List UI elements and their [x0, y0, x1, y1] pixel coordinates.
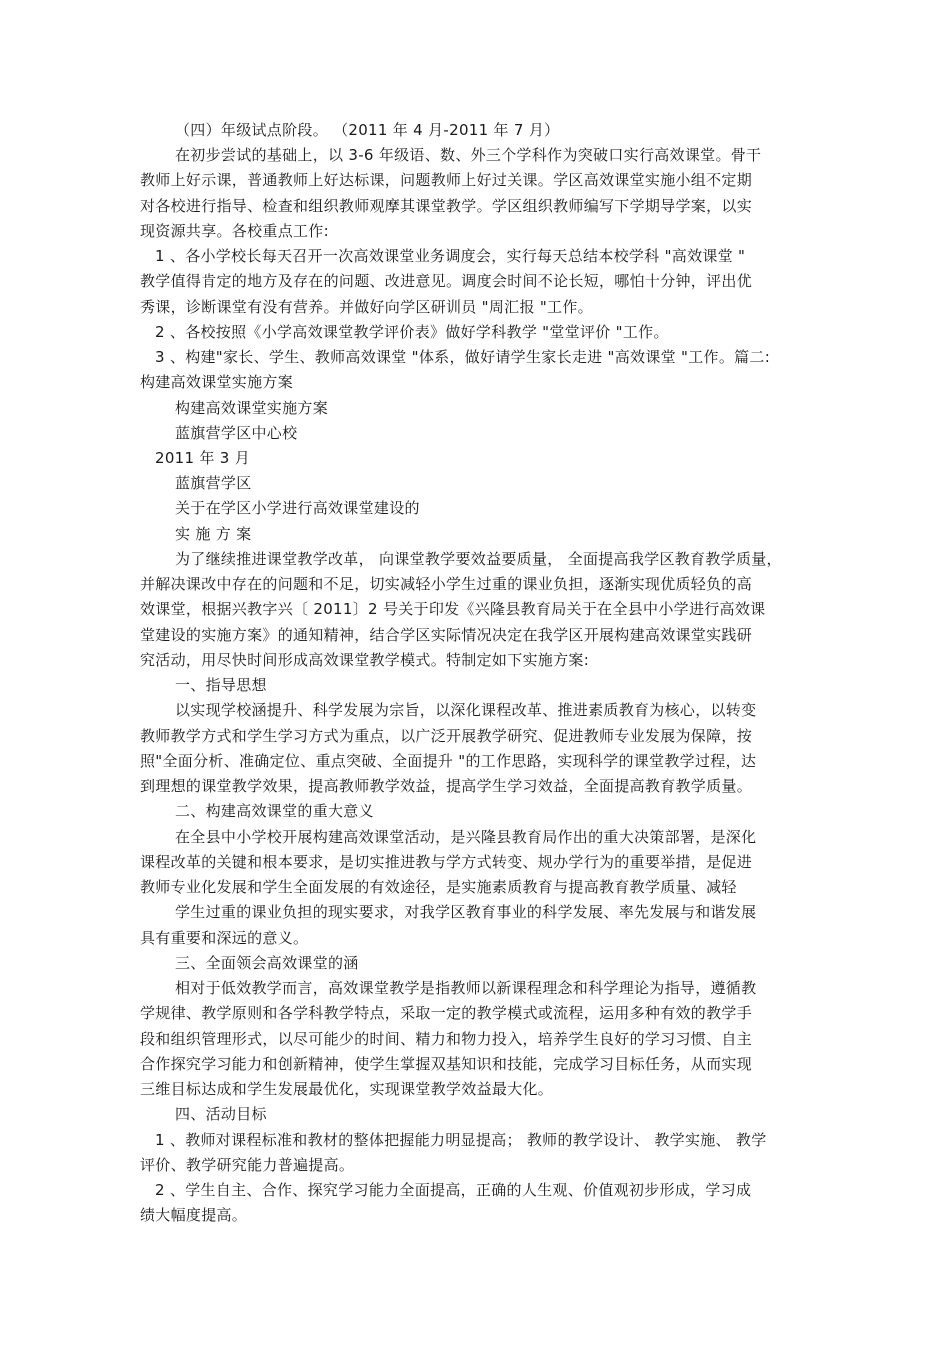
- text-line: 绩大幅度提高。: [140, 1206, 248, 1224]
- text-line: 教师教学方式和学生学习方式为重点，以广泛开展教学研究、促进教师专业发展为保障，按: [140, 727, 753, 745]
- text-line: 以实现学校涵提升、科学发展为宗旨，以深化课程改革、推进素质教育为核心，以转变: [175, 701, 757, 719]
- text-line: 2 、学生自主、合作、探究学习能力全面提高，正确的人生观、价值观初步形成，学习成: [155, 1181, 752, 1199]
- text-line: 关于在学区小学进行高效课堂建设的: [175, 499, 420, 517]
- text-line: 课程改革的关键和根本要求，是切实推进教与学方式转变、规办学行为的重要举措，是促进: [140, 853, 753, 871]
- text-line: 在全县中小学校开展构建高效课堂活动，是兴隆县教育局作出的重大决策部署，是深化: [175, 828, 757, 846]
- text-line: 并解决课改中存在的问题和不足，切实减轻小学生过重的课业负担，逐渐实现优质轻负的高: [140, 575, 753, 593]
- text-line: 学规律、教学原则和各学科教学特点，采取一定的教学模式或流程，运用多种有效的教学手: [140, 1004, 753, 1022]
- text-line: 教师专业化发展和学生全面发展的有效途径，是实施素质教育与提高教育教学质量、减轻: [140, 878, 737, 896]
- text-line: 教师上好示课，普通教师上好达标课，问题教师上好过关课。学区高效课堂实施小组不定期: [140, 171, 753, 189]
- text-line: 照"全面分析、准确定位、重点突破、全面提升 "的工作思路，实现科学的课堂教学过程，达: [140, 752, 757, 770]
- text-line: 为了继续推进课堂教学改革， 向课堂教学要效益要质量， 全面提高我学区教育教学质量，: [175, 550, 782, 568]
- text-line: 一、指导思想: [175, 676, 267, 694]
- text-line: 3 、构建"家长、学生、教师高效课堂 "体系，做好请学生家长走进 "高效课堂 "工作。篇二:: [155, 348, 771, 366]
- text-line: 究活动，用尽快时间形成高效课堂教学模式。特制定如下实施方案:: [140, 651, 590, 669]
- text-line: 构建高效课堂实施方案: [140, 373, 294, 391]
- text-line: 2011 年 3 月: [155, 449, 251, 467]
- text-line: 评价、教学研究能力普遍提高。: [140, 1156, 355, 1174]
- text-line: 相对于低效教学而言，高效课堂教学是指教师以新课程理念和科学理论为指导，遵循教: [175, 979, 757, 997]
- text-line: 段和组织管理形式，以尽可能少的时间、精力和物力投入，培养学生良好的学习习惯、自主: [140, 1030, 753, 1048]
- text-line: 三维目标达成和学生发展最优化，实现课堂教学效益最大化。: [140, 1080, 554, 1098]
- text-line: 效课堂，根据兴教字兴〔 2011〕2 号关于印发《兴隆县教育局关于在全县中小学进行高效课: [140, 600, 766, 618]
- text-line: 蓝旗营学区: [175, 474, 252, 492]
- text-line: 四、活动目标: [175, 1105, 267, 1123]
- text-line: 实 施 方 案: [175, 525, 252, 543]
- text-line: 到理想的课堂教学效果，提高教师教学效益，提高学生学习效益，全面提高教育教学质量。: [140, 777, 753, 795]
- text-line: 在初步尝试的基础上，以 3-6 年级语、数、外三个学科作为突破口实行高效课堂。骨干: [175, 146, 762, 164]
- text-line: 蓝旗营学区中心校: [175, 424, 298, 442]
- text-line: 对各校进行指导、检查和组织教师观摩其课堂教学。学区组织教师编写下学期导学案，以实: [140, 197, 753, 215]
- text-line: 合作探究学习能力和创新精神，使学生掌握双基知识和技能，完成学习目标任务，从而实现: [140, 1055, 753, 1073]
- text-line: （四）年级试点阶段。 （2011 年 4 月-2011 年 7 月）: [175, 121, 560, 139]
- text-line: 现资源共享。各校重点工作:: [140, 222, 329, 240]
- text-line: 具有重要和深远的意义。: [140, 929, 309, 947]
- text-line: 二、构建高效课堂的重大意义: [175, 802, 374, 820]
- text-line: 1 、教师对课程标准和教材的整体把握能力明显提高； 教师的教学设计、 教学实施、 教学: [155, 1131, 767, 1149]
- text-line: 学生过重的课业负担的现实要求，对我学区教育事业的科学发展、率先发展与和谐发展: [175, 903, 757, 921]
- text-line: 构建高效课堂实施方案: [175, 399, 329, 417]
- text-line: 堂建设的实施方案》的通知精神，结合学区实际情况决定在我学区开展构建高效课堂实践研: [140, 626, 753, 644]
- text-line: 秀课，诊断课堂有没有营养。并做好向学区研训员 "周汇报 "工作。: [140, 298, 593, 316]
- text-line: 三、全面领会高效课堂的涵: [175, 954, 359, 972]
- text-line: 1 、各小学校长每天召开一次高效课堂业务调度会，实行每天总结本校学科 "高效课堂 ": [155, 247, 746, 265]
- text-line: 2 、各校按照《小学高效课堂教学评价表》做好学科教学 "堂堂评价 "工作。: [155, 323, 669, 341]
- text-line: 教学值得肯定的地方及存在的问题、改进意见。调度会时间不论长短，哪怕十分钟，评出优: [140, 272, 753, 290]
